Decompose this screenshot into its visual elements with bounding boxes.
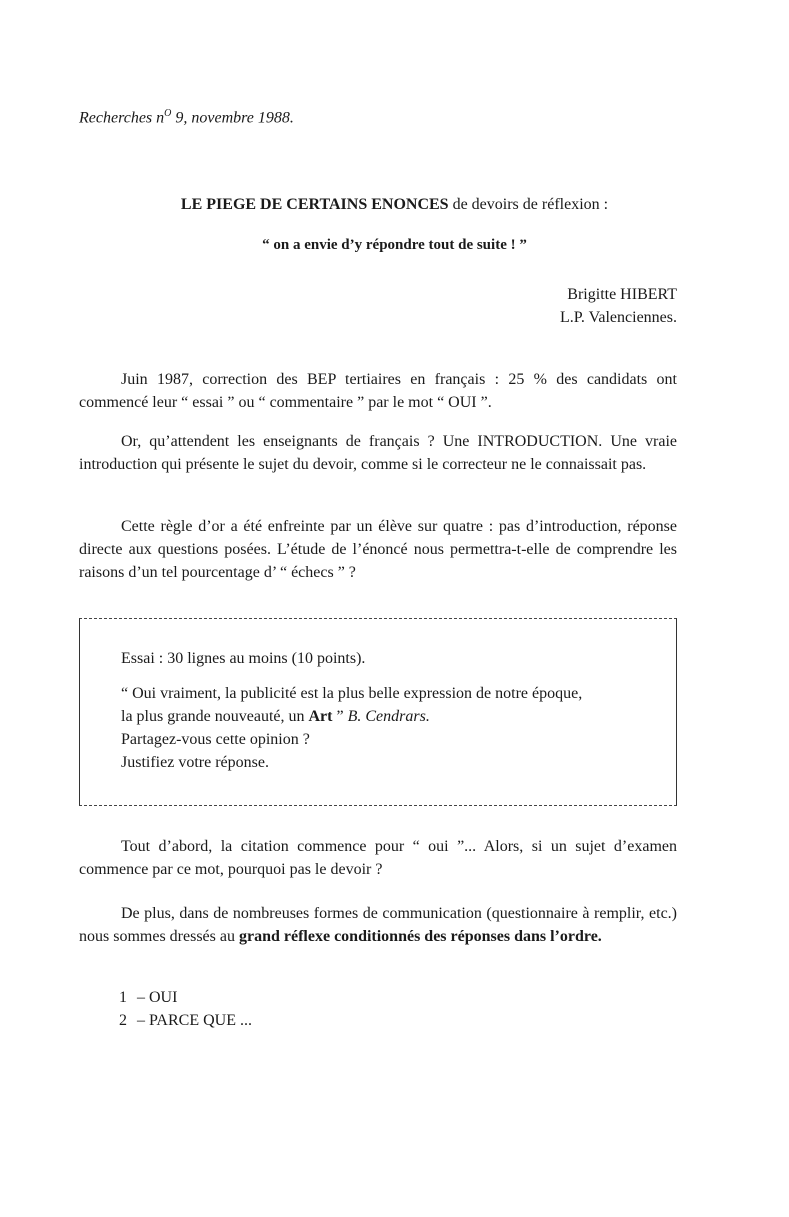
quote-line-2: la plus grande nouveauté, un Art ” B. Cendrars. <box>121 708 430 725</box>
paragraph-reflex: De plus, dans de nombreuses formes de communication (questionnaire à remplir, etc.) nous sommes dressés au grand réflexe conditionnés des réponses dans l’ordre. <box>79 905 677 945</box>
paragraph-rule: Cette règle d’or a été enfreinte par un élève sur quatre : pas d’introduction, réponse directe aux questions posées. L’étude de l’énoncé nous permettra-t-elle de comprendre les raisons d’un tel pourcentage d’ “ échecs ” ? <box>79 518 677 581</box>
author-affiliation: L.P. Valenciennes. <box>559 309 677 326</box>
paragraph-expectation: Or, qu’attendent les enseignants de français ? Une INTRODUCTION. Une vraie introduction qui présente le sujet du devoir, comme si le correcteur ne le connaissait pas. <box>79 433 677 473</box>
journal-header: Recherches $n^O$ 9, novembre 1988. <box>79 108 294 127</box>
quote-line-1: “ Oui vraiment, la publicité est la plus belle expression de notre époque, <box>121 685 583 702</box>
exam-instruction: Essai : 30 lignes au moins (10 points). <box>121 650 366 667</box>
quote-line-4: Justifiez votre réponse. <box>121 754 269 771</box>
article-title: LE PIEGE DE CERTAINS ENONCES de devoirs de réflexion : <box>180 196 609 213</box>
author-block <box>560 283 677 329</box>
exam-subject-box <box>79 618 677 806</box>
article-subtitle: “ on a envie d’y répondre tout de suite ! ” <box>262 237 527 253</box>
author-name: Brigitte HIBERT <box>567 286 677 303</box>
answer-list <box>119 986 252 1032</box>
quote-line-3: Partagez-vous cette opinion ? <box>121 731 310 748</box>
list-item: 2 – PARCE QUE ... <box>119 1012 252 1029</box>
paragraph-citation: Tout d’abord, la citation commence pour “ oui ”... Alors, si un sujet d’examen commence par ce mot, pourquoi pas le devoir ? <box>79 838 677 878</box>
paragraph-intro: Juin 1987, correction des BEP tertiaires en français : 25 % des candidats ont commencé leur “ essai ” ou “ commentaire ” par le mot “ OUI ”. <box>79 371 677 411</box>
list-item: 1 – OUI <box>119 989 178 1006</box>
